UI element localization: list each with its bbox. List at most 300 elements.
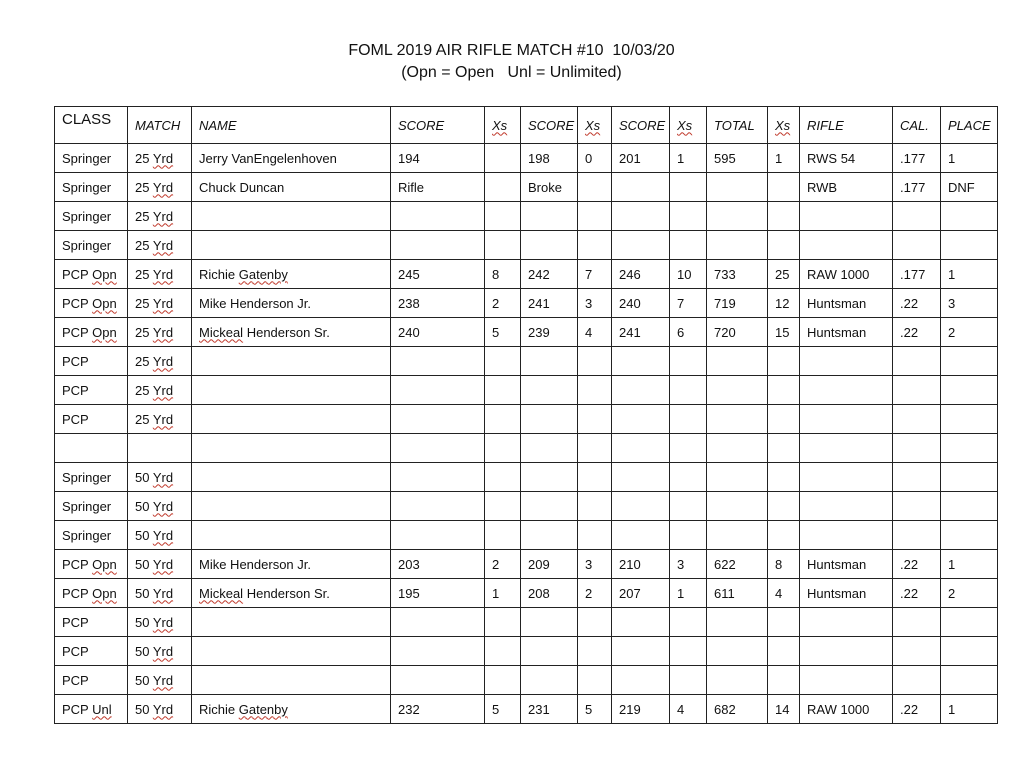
cell-score-1: 194 — [391, 144, 485, 173]
cell-class: PCP Opn — [55, 289, 128, 318]
cell-xs-3 — [670, 666, 707, 695]
cell-score-1 — [391, 405, 485, 434]
cell-score-1 — [391, 637, 485, 666]
cell-score-3 — [612, 492, 670, 521]
cell-caliber — [893, 434, 941, 463]
cell-class: Springer — [55, 173, 128, 202]
cell-rifle — [800, 666, 893, 695]
header-score-1: SCORE — [391, 107, 485, 144]
cell-match: 50 Yrd — [128, 521, 192, 550]
cell-xs-total: 14 — [768, 695, 800, 724]
cell-xs-1 — [485, 144, 521, 173]
cell-score-1: 195 — [391, 579, 485, 608]
table-row — [55, 521, 998, 550]
cell-xs-total — [768, 405, 800, 434]
cell-score-2 — [521, 666, 578, 695]
cell-score-3: 246 — [612, 260, 670, 289]
cell-total — [707, 173, 768, 202]
cell-score-2 — [521, 492, 578, 521]
cell-place — [941, 492, 998, 521]
header-xs-total: Xs — [768, 107, 800, 144]
cell-xs-total: 12 — [768, 289, 800, 318]
cell-total — [707, 492, 768, 521]
cell-match: 25 Yrd — [128, 144, 192, 173]
cell-xs-1: 5 — [485, 695, 521, 724]
cell-xs-1 — [485, 666, 521, 695]
table-row — [55, 550, 998, 579]
cell-score-2 — [521, 463, 578, 492]
table-row — [55, 231, 998, 260]
cell-xs-1: 5 — [485, 318, 521, 347]
cell-xs-2: 2 — [578, 579, 612, 608]
cell-total — [707, 521, 768, 550]
cell-score-1 — [391, 666, 485, 695]
abbreviation-legend: (Opn = Open Unl = Unlimited) — [401, 64, 622, 81]
cell-xs-2: 3 — [578, 550, 612, 579]
cell-name — [192, 347, 391, 376]
cell-total — [707, 463, 768, 492]
table-row — [55, 637, 998, 666]
cell-class: Springer — [55, 144, 128, 173]
cell-xs-3: 10 — [670, 260, 707, 289]
cell-total — [707, 231, 768, 260]
cell-place — [941, 202, 998, 231]
cell-caliber: .22 — [893, 289, 941, 318]
cell-score-3 — [612, 434, 670, 463]
cell-rifle — [800, 405, 893, 434]
cell-score-2: 242 — [521, 260, 578, 289]
cell-score-1: Rifle — [391, 173, 485, 202]
cell-total: 733 — [707, 260, 768, 289]
table-row — [55, 492, 998, 521]
cell-caliber — [893, 405, 941, 434]
cell-class: Springer — [55, 202, 128, 231]
cell-match: 25 Yrd — [128, 376, 192, 405]
cell-total — [707, 202, 768, 231]
header-xs-1: Xs — [485, 107, 521, 144]
cell-name: Mike Henderson Jr. — [192, 289, 391, 318]
cell-xs-2: 0 — [578, 144, 612, 173]
table-row — [55, 463, 998, 492]
cell-caliber: .22 — [893, 550, 941, 579]
cell-xs-total — [768, 637, 800, 666]
results-body — [55, 144, 998, 724]
cell-xs-1 — [485, 463, 521, 492]
cell-place — [941, 405, 998, 434]
cell-xs-1 — [485, 434, 521, 463]
cell-score-3 — [612, 173, 670, 202]
cell-place: 1 — [941, 695, 998, 724]
cell-name — [192, 608, 391, 637]
cell-place: 3 — [941, 289, 998, 318]
cell-score-3: 240 — [612, 289, 670, 318]
cell-score-3: 210 — [612, 550, 670, 579]
cell-rifle — [800, 463, 893, 492]
cell-caliber — [893, 376, 941, 405]
cell-score-1 — [391, 376, 485, 405]
cell-class: PCP — [55, 376, 128, 405]
cell-rifle: Huntsman — [800, 579, 893, 608]
cell-score-2: 231 — [521, 695, 578, 724]
cell-score-3 — [612, 405, 670, 434]
cell-match: 25 Yrd — [128, 405, 192, 434]
cell-xs-1: 1 — [485, 579, 521, 608]
cell-xs-2 — [578, 463, 612, 492]
cell-xs-3: 3 — [670, 550, 707, 579]
header-xs-3: Xs — [670, 107, 707, 144]
cell-xs-total — [768, 376, 800, 405]
cell-score-2 — [521, 347, 578, 376]
cell-total — [707, 637, 768, 666]
cell-class: Springer — [55, 231, 128, 260]
cell-score-2 — [521, 521, 578, 550]
cell-score-3: 207 — [612, 579, 670, 608]
cell-match: 50 Yrd — [128, 608, 192, 637]
cell-name — [192, 463, 391, 492]
header-score-3: SCORE — [612, 107, 670, 144]
cell-rifle — [800, 434, 893, 463]
cell-xs-total — [768, 202, 800, 231]
table-row — [55, 376, 998, 405]
cell-place — [941, 434, 998, 463]
cell-xs-total: 4 — [768, 579, 800, 608]
cell-caliber — [893, 463, 941, 492]
cell-class: PCP Opn — [55, 550, 128, 579]
cell-score-2 — [521, 231, 578, 260]
cell-name: Mike Henderson Jr. — [192, 550, 391, 579]
cell-rifle: Huntsman — [800, 318, 893, 347]
cell-total — [707, 376, 768, 405]
cell-name: Chuck Duncan — [192, 173, 391, 202]
cell-score-3 — [612, 231, 670, 260]
cell-caliber — [893, 202, 941, 231]
cell-xs-3 — [670, 492, 707, 521]
cell-caliber — [893, 608, 941, 637]
cell-score-2 — [521, 608, 578, 637]
cell-match: 50 Yrd — [128, 695, 192, 724]
header-match: MATCH — [128, 107, 192, 144]
cell-score-1: 232 — [391, 695, 485, 724]
table-row — [55, 347, 998, 376]
cell-xs-2 — [578, 347, 612, 376]
cell-caliber — [893, 492, 941, 521]
cell-match: 25 Yrd — [128, 231, 192, 260]
cell-xs-2 — [578, 434, 612, 463]
cell-class: PCP — [55, 405, 128, 434]
cell-score-2: 241 — [521, 289, 578, 318]
cell-class — [55, 434, 128, 463]
cell-place: 2 — [941, 579, 998, 608]
cell-xs-3 — [670, 434, 707, 463]
cell-class: PCP — [55, 666, 128, 695]
cell-caliber — [893, 231, 941, 260]
cell-score-3: 241 — [612, 318, 670, 347]
cell-rifle — [800, 376, 893, 405]
cell-score-2: Broke — [521, 173, 578, 202]
cell-xs-2 — [578, 405, 612, 434]
cell-xs-1: 8 — [485, 260, 521, 289]
cell-place: DNF — [941, 173, 998, 202]
cell-xs-3: 1 — [670, 144, 707, 173]
cell-rifle: Huntsman — [800, 550, 893, 579]
cell-score-1 — [391, 347, 485, 376]
cell-name: Mickeal Henderson Sr. — [192, 318, 391, 347]
cell-score-2 — [521, 202, 578, 231]
cell-xs-3 — [670, 231, 707, 260]
cell-class: PCP Opn — [55, 318, 128, 347]
cell-name — [192, 637, 391, 666]
cell-xs-total — [768, 173, 800, 202]
cell-xs-3 — [670, 637, 707, 666]
cell-rifle: RWS 54 — [800, 144, 893, 173]
cell-caliber: .22 — [893, 695, 941, 724]
cell-score-1 — [391, 521, 485, 550]
cell-score-2 — [521, 376, 578, 405]
cell-xs-3: 4 — [670, 695, 707, 724]
cell-place — [941, 231, 998, 260]
cell-name — [192, 376, 391, 405]
cell-name: Richie Gatenby — [192, 260, 391, 289]
cell-total — [707, 666, 768, 695]
cell-caliber — [893, 666, 941, 695]
cell-score-3 — [612, 347, 670, 376]
cell-name: Jerry VanEngelenhoven — [192, 144, 391, 173]
cell-xs-2 — [578, 202, 612, 231]
cell-score-3 — [612, 666, 670, 695]
cell-xs-1 — [485, 405, 521, 434]
table-row — [55, 608, 998, 637]
cell-xs-3 — [670, 608, 707, 637]
cell-score-2: 198 — [521, 144, 578, 173]
cell-name: Mickeal Henderson Sr. — [192, 579, 391, 608]
cell-place — [941, 463, 998, 492]
cell-caliber — [893, 347, 941, 376]
cell-caliber: .22 — [893, 318, 941, 347]
header-row — [55, 107, 998, 144]
cell-score-1: 245 — [391, 260, 485, 289]
cell-rifle — [800, 231, 893, 260]
cell-class: PCP — [55, 637, 128, 666]
cell-rifle — [800, 492, 893, 521]
cell-total: 595 — [707, 144, 768, 173]
cell-xs-3: 1 — [670, 579, 707, 608]
cell-class: Springer — [55, 492, 128, 521]
cell-xs-2 — [578, 173, 612, 202]
cell-place: 1 — [941, 144, 998, 173]
cell-match: 25 Yrd — [128, 173, 192, 202]
cell-class: PCP Unl — [55, 695, 128, 724]
cell-xs-total — [768, 231, 800, 260]
cell-xs-2 — [578, 231, 612, 260]
cell-name — [192, 202, 391, 231]
cell-total — [707, 608, 768, 637]
cell-name — [192, 434, 391, 463]
header-score-2: SCORE — [521, 107, 578, 144]
cell-score-1: 238 — [391, 289, 485, 318]
table-row — [55, 666, 998, 695]
cell-match: 50 Yrd — [128, 666, 192, 695]
cell-caliber: .177 — [893, 144, 941, 173]
results-table — [54, 106, 998, 724]
cell-match: 50 Yrd — [128, 463, 192, 492]
cell-score-2 — [521, 405, 578, 434]
cell-xs-total — [768, 347, 800, 376]
cell-xs-1: 2 — [485, 289, 521, 318]
cell-xs-2: 4 — [578, 318, 612, 347]
document-title — [0, 40, 1023, 84]
cell-class: Springer — [55, 463, 128, 492]
cell-score-1: 240 — [391, 318, 485, 347]
cell-xs-2 — [578, 666, 612, 695]
cell-xs-3: 7 — [670, 289, 707, 318]
table-row — [55, 289, 998, 318]
cell-caliber — [893, 637, 941, 666]
cell-match: 50 Yrd — [128, 492, 192, 521]
cell-xs-2: 5 — [578, 695, 612, 724]
cell-place: 1 — [941, 550, 998, 579]
cell-name — [192, 666, 391, 695]
table-row — [55, 434, 998, 463]
cell-name — [192, 405, 391, 434]
cell-rifle — [800, 347, 893, 376]
cell-place — [941, 608, 998, 637]
cell-xs-3 — [670, 405, 707, 434]
cell-xs-1 — [485, 202, 521, 231]
header-name: NAME — [192, 107, 391, 144]
cell-xs-3 — [670, 173, 707, 202]
cell-xs-total — [768, 492, 800, 521]
cell-xs-1 — [485, 376, 521, 405]
cell-score-2 — [521, 637, 578, 666]
cell-match: 50 Yrd — [128, 579, 192, 608]
cell-xs-1 — [485, 492, 521, 521]
header-caliber: CAL. — [893, 107, 941, 144]
cell-score-3 — [612, 202, 670, 231]
cell-total: 622 — [707, 550, 768, 579]
cell-xs-total — [768, 666, 800, 695]
cell-rifle — [800, 202, 893, 231]
cell-xs-2: 7 — [578, 260, 612, 289]
cell-xs-2 — [578, 637, 612, 666]
table-row — [55, 260, 998, 289]
cell-total — [707, 405, 768, 434]
table-row — [55, 405, 998, 434]
cell-total: 720 — [707, 318, 768, 347]
cell-class: PCP Opn — [55, 260, 128, 289]
cell-score-1: 203 — [391, 550, 485, 579]
cell-name — [192, 521, 391, 550]
cell-xs-total: 15 — [768, 318, 800, 347]
cell-score-3 — [612, 376, 670, 405]
cell-place — [941, 347, 998, 376]
cell-score-2: 239 — [521, 318, 578, 347]
cell-place: 2 — [941, 318, 998, 347]
table-row — [55, 173, 998, 202]
cell-score-3: 219 — [612, 695, 670, 724]
header-total: TOTAL — [707, 107, 768, 144]
cell-score-1 — [391, 231, 485, 260]
cell-xs-total: 25 — [768, 260, 800, 289]
cell-xs-1 — [485, 173, 521, 202]
cell-xs-1 — [485, 347, 521, 376]
cell-score-3 — [612, 463, 670, 492]
table-row — [55, 318, 998, 347]
cell-xs-1 — [485, 608, 521, 637]
cell-score-3 — [612, 637, 670, 666]
cell-xs-2 — [578, 521, 612, 550]
cell-score-3 — [612, 608, 670, 637]
cell-match: 50 Yrd — [128, 637, 192, 666]
cell-caliber: .22 — [893, 579, 941, 608]
cell-score-1 — [391, 463, 485, 492]
cell-rifle: Huntsman — [800, 289, 893, 318]
cell-xs-3 — [670, 347, 707, 376]
cell-total — [707, 347, 768, 376]
cell-xs-3 — [670, 202, 707, 231]
cell-xs-total — [768, 434, 800, 463]
cell-match: 25 Yrd — [128, 289, 192, 318]
cell-caliber: .177 — [893, 260, 941, 289]
header-xs-2: Xs — [578, 107, 612, 144]
cell-caliber — [893, 521, 941, 550]
cell-class: PCP — [55, 347, 128, 376]
cell-xs-3 — [670, 521, 707, 550]
cell-place — [941, 521, 998, 550]
cell-match: 25 Yrd — [128, 260, 192, 289]
cell-match: 50 Yrd — [128, 550, 192, 579]
header-place: PLACE — [941, 107, 998, 144]
match-title: FOML 2019 AIR RIFLE MATCH #10 10/03/20 — [348, 42, 675, 59]
cell-total: 682 — [707, 695, 768, 724]
cell-match: 25 Yrd — [128, 318, 192, 347]
cell-rifle: RWB — [800, 173, 893, 202]
cell-place — [941, 666, 998, 695]
header-rifle: RIFLE — [800, 107, 893, 144]
cell-place — [941, 376, 998, 405]
cell-name: Richie Gatenby — [192, 695, 391, 724]
cell-class: PCP — [55, 608, 128, 637]
cell-xs-3 — [670, 376, 707, 405]
cell-place: 1 — [941, 260, 998, 289]
cell-total: 719 — [707, 289, 768, 318]
cell-caliber: .177 — [893, 173, 941, 202]
cell-score-1 — [391, 608, 485, 637]
cell-score-1 — [391, 434, 485, 463]
cell-xs-3: 6 — [670, 318, 707, 347]
cell-xs-2 — [578, 492, 612, 521]
table-row — [55, 579, 998, 608]
cell-rifle: RAW 1000 — [800, 695, 893, 724]
cell-xs-total — [768, 608, 800, 637]
cell-match: 25 Yrd — [128, 202, 192, 231]
cell-place — [941, 637, 998, 666]
header-class: CLASS — [55, 107, 128, 144]
cell-xs-total: 8 — [768, 550, 800, 579]
table-row — [55, 695, 998, 724]
cell-name — [192, 492, 391, 521]
table-row — [55, 202, 998, 231]
cell-score-2: 208 — [521, 579, 578, 608]
cell-rifle: RAW 1000 — [800, 260, 893, 289]
cell-xs-1 — [485, 637, 521, 666]
cell-xs-2 — [578, 608, 612, 637]
cell-xs-1 — [485, 231, 521, 260]
cell-rifle — [800, 521, 893, 550]
cell-score-2 — [521, 434, 578, 463]
table-row — [55, 144, 998, 173]
cell-score-1 — [391, 492, 485, 521]
cell-class: PCP Opn — [55, 579, 128, 608]
